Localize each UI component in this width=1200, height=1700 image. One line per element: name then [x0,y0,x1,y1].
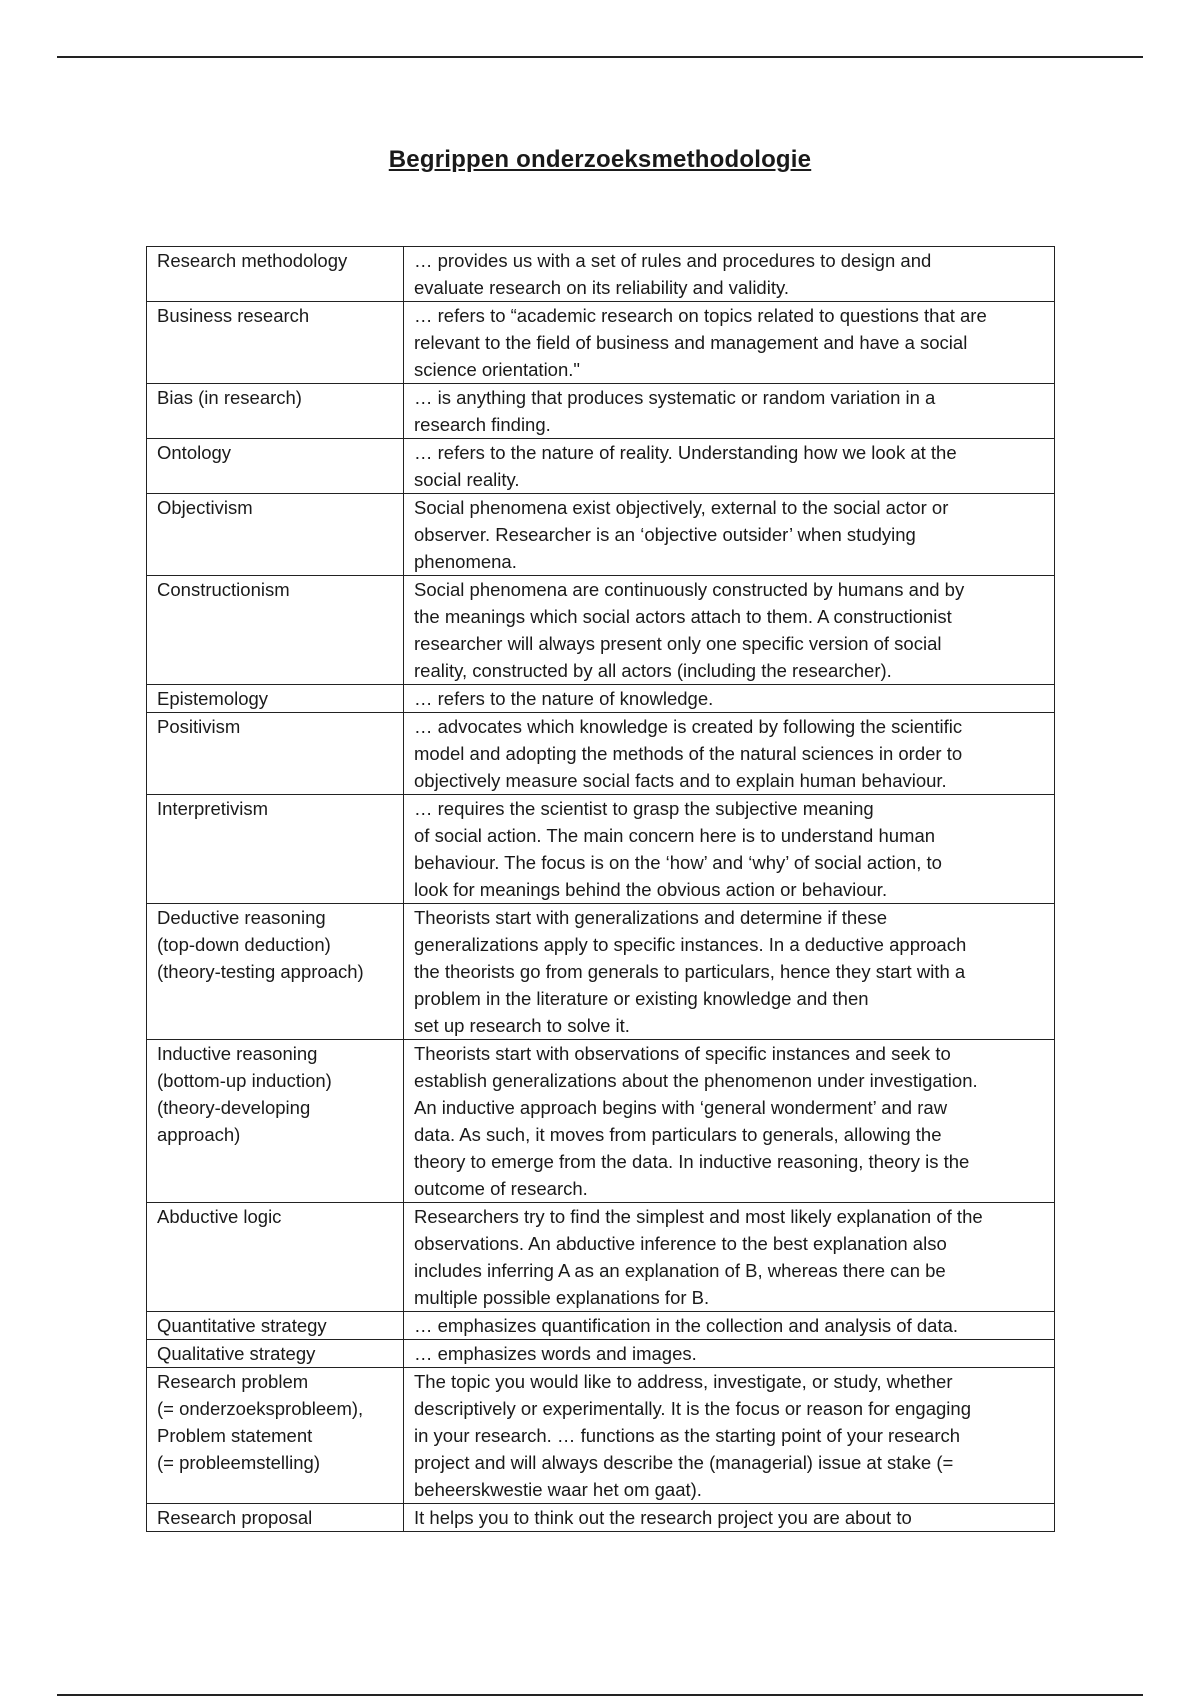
term-cell: Epistemology [147,685,404,713]
term-cell: Objectivism [147,494,404,576]
definition-cell: … refers to “academic research on topics related to questions that are relevant to the field of business and management and have a social science orientation." [404,302,1055,384]
definition-cell: Theorists start with generalizations and determine if these generalizations apply to specific instances. In a deductive approach the theorists go from generals to particulars, hence they start with a problem in the literature or existing knowledge and then set up research to solve it. [404,904,1055,1040]
glossary-table [146,246,1055,1532]
term-cell: Research proposal [147,1504,404,1532]
term-cell: Positivism [147,713,404,795]
table-row [147,1504,1055,1532]
definition-cell: Theorists start with observations of specific instances and seek to establish generalizations about the phenomenon under investigation. An inductive approach begins with ‘general wonderment’ and raw data. As such, it moves from particulars to generals, allowing the theory to emerge from the data. In inductive reasoning, theory is the outcome of research. [404,1040,1055,1203]
table-row [147,1040,1055,1203]
table-row [147,302,1055,384]
table-row [147,439,1055,494]
definition-cell: … requires the scientist to grasp the subjective meaning of social action. The main concern here is to understand human behaviour. The focus is on the ‘how’ and ‘why’ of social action, to look for meanings behind the obvious action or behaviour. [404,795,1055,904]
definition-cell: … emphasizes words and images. [404,1340,1055,1368]
table-row [147,1368,1055,1504]
definition-cell: … is anything that produces systematic or random variation in a research finding. [404,384,1055,439]
table-row [147,713,1055,795]
table-row [147,685,1055,713]
term-cell: Qualitative strategy [147,1340,404,1368]
table-row [147,384,1055,439]
header-rule [57,56,1143,58]
definition-cell: Social phenomena exist objectively, external to the social actor or observer. Researcher is an ‘objective outsider’ when studying phenomena. [404,494,1055,576]
definition-cell: Social phenomena are continuously constructed by humans and by the meanings which social actors attach to them. A constructionist researcher will always present only one specific version of social reality, constructed by all actors (including the researcher). [404,576,1055,685]
table-row [147,1340,1055,1368]
definition-cell: … emphasizes quantification in the collection and analysis of data. [404,1312,1055,1340]
definition-cell: The topic you would like to address, investigate, or study, whether descriptively or experimentally. It is the focus or reason for engaging in your research. … functions as the starting point of your research project and will always describe the (managerial) issue at stake (= beheerskwestie waar het om gaat). [404,1368,1055,1504]
term-cell: Research problem (= onderzoeksprobleem), Problem statement (= probleemstelling) [147,1368,404,1504]
term-cell: Ontology [147,439,404,494]
table-row [147,795,1055,904]
table-row [147,1203,1055,1312]
footer-rule [57,1694,1143,1696]
page-title: Begrippen onderzoeksmethodologie [388,146,812,173]
term-cell: Inductive reasoning (bottom-up induction) (theory-developing approach) [147,1040,404,1203]
term-cell: Abductive logic [147,1203,404,1312]
definition-cell: … refers to the nature of knowledge. [404,685,1055,713]
definition-cell: … refers to the nature of reality. Understanding how we look at the social reality. [404,439,1055,494]
definition-cell: It helps you to think out the research project you are about to [404,1504,1055,1532]
definition-cell: … provides us with a set of rules and procedures to design and evaluate research on its reliability and validity. [404,247,1055,302]
table-row [147,247,1055,302]
table-row [147,576,1055,685]
table-row [147,904,1055,1040]
term-cell: Research methodology [147,247,404,302]
definition-cell: Researchers try to find the simplest and most likely explanation of the observations. An abductive inference to the best explanation also includes inferring A as an explanation of B, whereas there can be multiple possible explanations for B. [404,1203,1055,1312]
term-cell: Business research [147,302,404,384]
term-cell: Constructionism [147,576,404,685]
term-cell: Deductive reasoning (top-down deduction) (theory-testing approach) [147,904,404,1040]
term-cell: Quantitative strategy [147,1312,404,1340]
term-cell: Bias (in research) [147,384,404,439]
term-cell: Interpretivism [147,795,404,904]
table-row [147,1312,1055,1340]
table-row [147,494,1055,576]
definition-cell: … advocates which knowledge is created by following the scientific model and adopting the methods of the natural sciences in order to objectively measure social facts and to explain human behaviour. [404,713,1055,795]
